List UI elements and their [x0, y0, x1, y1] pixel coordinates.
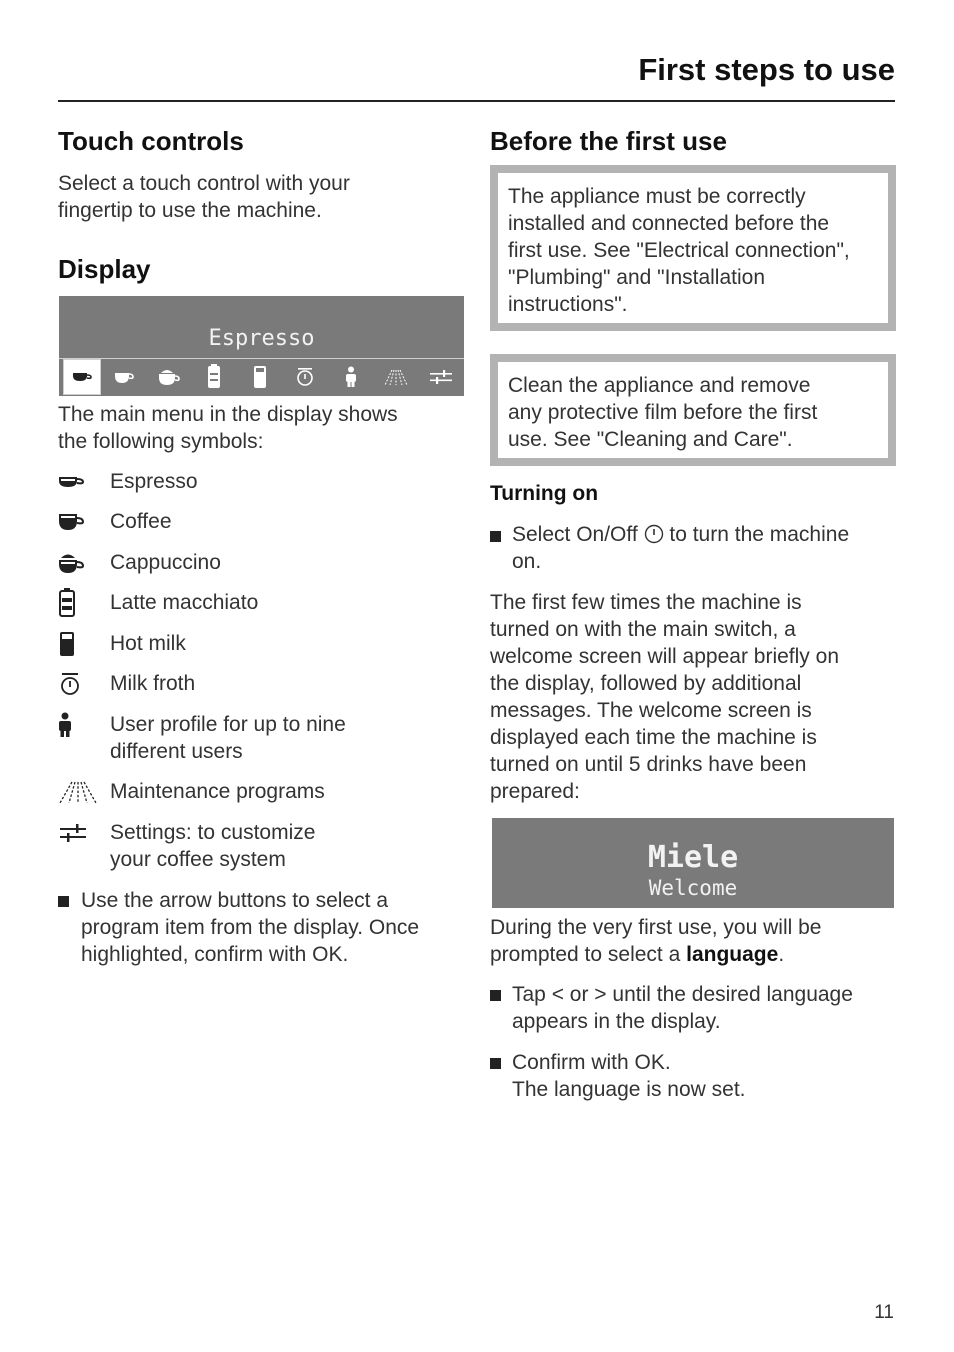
arrow-buttons-text-line-3: highlighted, confirm with OK. — [81, 943, 349, 966]
page-header — [58, 52, 895, 102]
display-espresso-selected[interactable] — [63, 359, 101, 395]
first-para-line: turned on with the main switch, a — [490, 618, 796, 641]
first-para-line: welcome screen will appear briefly on — [490, 645, 839, 668]
touch-controls-text-line-1: Select a touch control with your — [58, 172, 350, 195]
display-hot-milk[interactable] — [237, 359, 282, 395]
welcome-display-panel — [492, 818, 894, 908]
symbol-row-latte-macchiato — [58, 589, 259, 616]
settings-icon — [58, 823, 88, 843]
first-para-line: messages. The welcome screen is — [490, 699, 812, 722]
symbol-row-user-profile — [58, 711, 346, 763]
display-symbol-bar — [59, 358, 464, 395]
display-maintenance[interactable] — [373, 359, 418, 395]
page-number: 11 — [874, 1302, 894, 1323]
symbol-label: Hot milk — [110, 632, 186, 655]
note-line: instructions". — [508, 293, 628, 316]
note-line: Clean the appliance and remove — [508, 374, 811, 397]
note-line: use. See "Cleaning and Care". — [508, 428, 793, 451]
language-text-line-1: During the very first use, you will be — [490, 916, 822, 939]
first-para-line: the display, followed by additional — [490, 672, 802, 695]
language-keyword: language — [686, 943, 779, 966]
hot-milk-icon — [252, 364, 268, 390]
maintenance-icon — [58, 780, 98, 804]
cappuccino-icon — [158, 367, 180, 387]
symbol-label: Milk froth — [110, 672, 196, 695]
note-box-cleaning — [490, 354, 896, 466]
note-line: The appliance must be correctly — [508, 185, 806, 208]
cappuccino-icon — [58, 551, 84, 575]
milk-froth-icon — [58, 672, 82, 696]
symbol-label: Coffee — [110, 510, 172, 533]
bullet-icon — [490, 990, 501, 1001]
symbol-label-line-2: different users — [110, 740, 243, 763]
symbol-label: Espresso — [110, 470, 198, 493]
bullet-icon — [490, 531, 501, 542]
espresso-icon — [72, 370, 92, 384]
power-icon — [644, 524, 664, 544]
symbol-label: User profile for up to nine — [110, 713, 346, 736]
display-user-profile[interactable] — [328, 359, 373, 395]
display-panel — [59, 296, 464, 396]
user-profile-icon — [58, 712, 72, 738]
symbol-row-milk-froth — [58, 670, 196, 697]
language-text-line-2 — [490, 941, 784, 968]
latte-macchiato-icon — [206, 364, 222, 390]
language-text-a: prompted to select a — [490, 943, 681, 966]
symbol-row-maintenance — [58, 778, 325, 805]
bullet-icon — [490, 1058, 501, 1069]
symbol-label: Settings: to customize — [110, 821, 316, 844]
latte-macchiato-icon — [58, 588, 76, 618]
display-title: Espresso — [208, 326, 315, 351]
display-coffee[interactable] — [101, 359, 146, 395]
onoff-text-b: to turn the machine — [669, 523, 850, 546]
user-profile-icon — [345, 366, 357, 388]
main-menu-text-line-1: The main menu in the display shows — [58, 403, 398, 426]
turning-on-heading: Turning on — [490, 482, 599, 505]
first-para-line: displayed each time the machine is — [490, 726, 817, 749]
symbol-label-line-2: your coffee system — [110, 848, 286, 871]
welcome-display-text: Welcome — [648, 876, 738, 900]
note-line: "Plumbing" and "Installation — [508, 266, 766, 289]
confirm-text-line-1: Confirm with OK. — [512, 1051, 671, 1074]
main-menu-text-line-2: the following symbols: — [58, 430, 264, 453]
display-latte-macchiato[interactable] — [192, 359, 237, 395]
display-settings[interactable] — [419, 359, 464, 395]
onoff-text-line-2: on. — [512, 550, 542, 573]
hot-milk-icon — [58, 630, 76, 658]
confirm-text-line-2: The language is now set. — [512, 1078, 746, 1101]
symbol-label: Cappuccino — [110, 551, 221, 574]
onoff-text-a: Select On/Off — [512, 523, 638, 546]
touch-controls-text-line-2: fingertip to use the machine. — [58, 199, 322, 222]
before-first-use-heading: Before the first use — [490, 126, 727, 156]
symbol-row-espresso — [58, 468, 198, 495]
espresso-icon — [58, 473, 84, 491]
milk-froth-icon — [295, 367, 315, 387]
display-cappuccino[interactable] — [146, 359, 191, 395]
tap-text-line-2: appears in the display. — [512, 1010, 721, 1033]
display-milk-froth[interactable] — [283, 359, 328, 395]
note-line: first use. See "Electrical connection", — [508, 239, 850, 262]
first-para-line: prepared: — [490, 780, 580, 803]
display-heading: Display — [58, 254, 151, 284]
onoff-text-line-1 — [512, 521, 849, 548]
symbol-row-coffee — [58, 508, 172, 535]
symbol-label: Maintenance programs — [110, 780, 325, 803]
symbol-row-cappuccino — [58, 549, 221, 576]
first-para-line: The first few times the machine is — [490, 591, 802, 614]
page-title: First steps to use — [638, 52, 895, 87]
tap-text-line-1: Tap < or > until the desired language — [512, 983, 853, 1006]
arrow-buttons-text-line-2: program item from the display. Once — [81, 916, 420, 939]
note-box-installation — [490, 165, 896, 331]
note-line: installed and connected before the — [508, 212, 830, 235]
bullet-icon — [58, 896, 69, 907]
settings-icon — [429, 369, 453, 385]
note-line: any protective film before the first — [508, 401, 818, 424]
symbol-row-settings — [58, 819, 316, 871]
symbol-row-hot-milk — [58, 630, 186, 657]
coffee-icon — [114, 369, 134, 385]
maintenance-icon — [384, 368, 408, 386]
first-para-line: turned on until 5 drinks have been — [490, 753, 807, 776]
coffee-icon — [58, 512, 84, 532]
arrow-buttons-text-line-1: Use the arrow buttons to select a — [81, 889, 388, 912]
language-text-c: . — [778, 943, 785, 966]
symbol-label: Latte macchiato — [110, 591, 259, 614]
welcome-display-brand: Miele — [647, 840, 739, 875]
touch-controls-heading: Touch controls — [58, 126, 244, 156]
